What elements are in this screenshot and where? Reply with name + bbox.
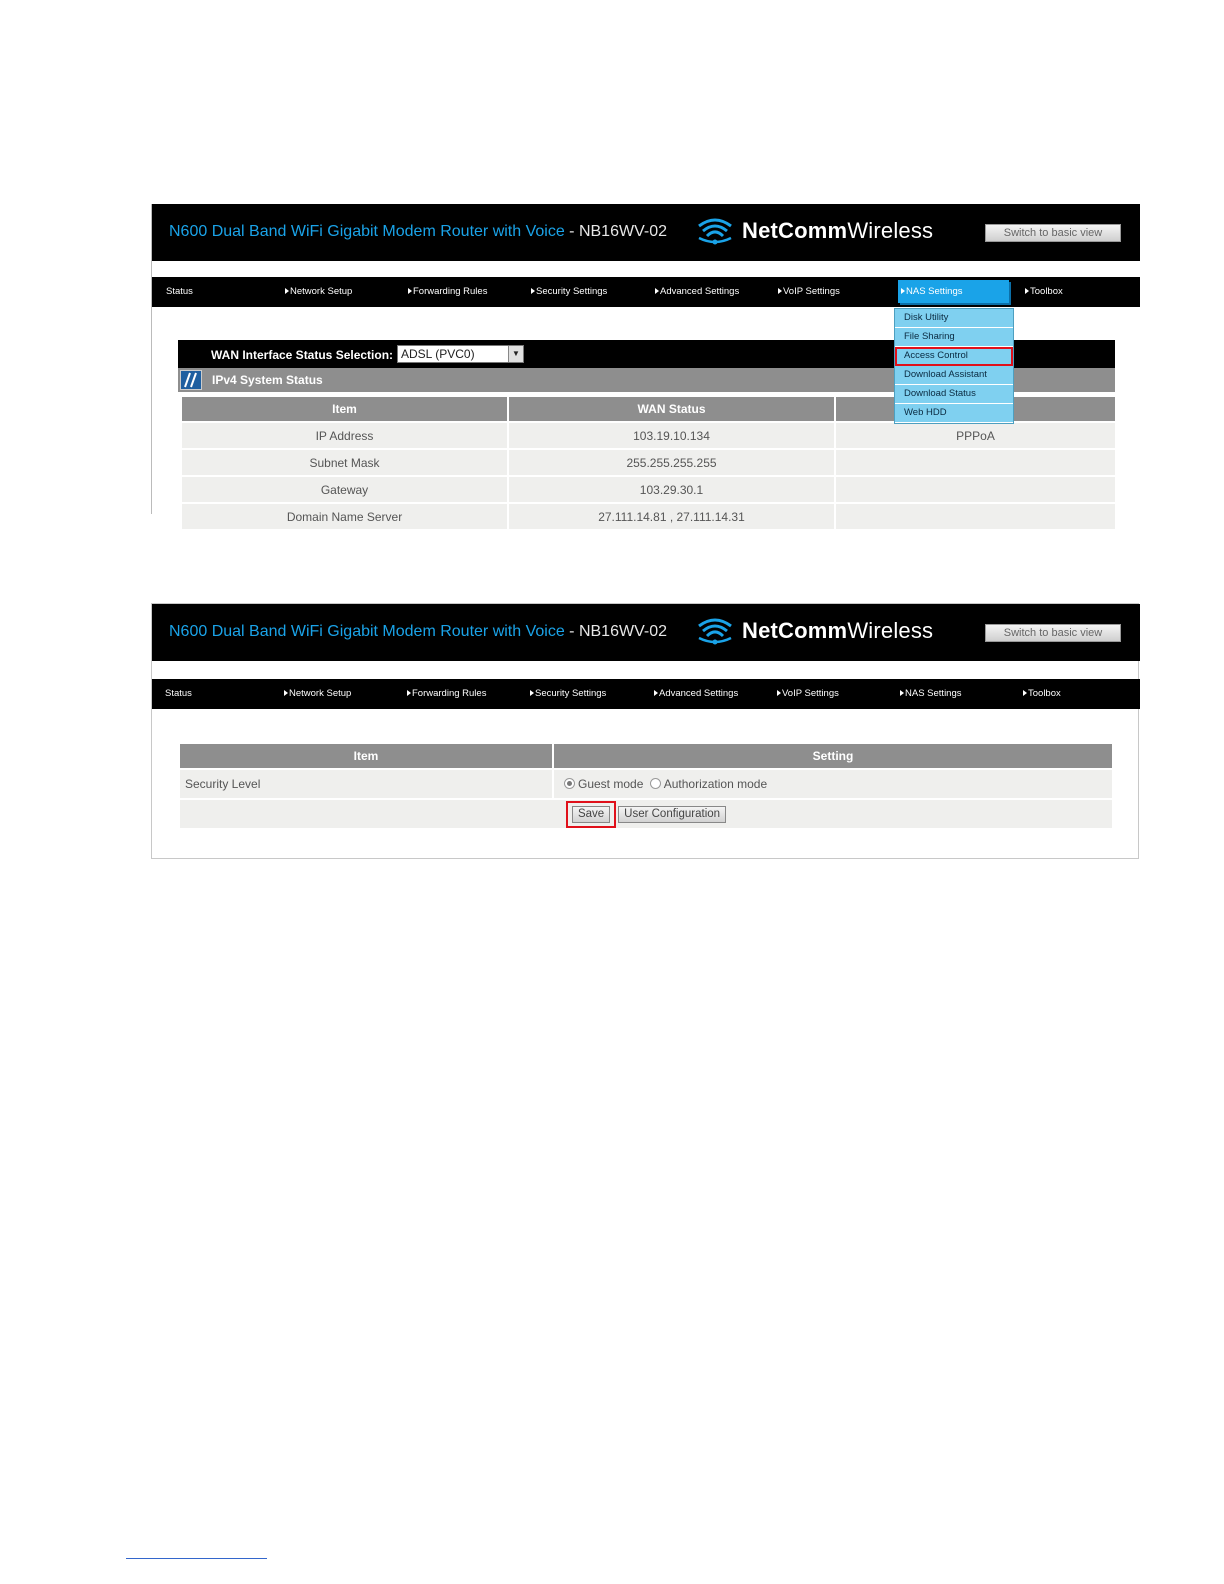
- header-banner: [152, 604, 1140, 661]
- menu-item-access-control[interactable]: Access Control: [895, 347, 1013, 366]
- nav-toolbox[interactable]: Toolbox: [1025, 277, 1063, 307]
- table-cell: IP Address: [182, 423, 507, 448]
- nav-nas-settings[interactable]: NAS Settings: [900, 679, 962, 709]
- guest-mode-radio[interactable]: [564, 778, 575, 789]
- logo-text: NetCommWireless: [742, 618, 934, 643]
- menu-item-download-status[interactable]: Download Status: [895, 385, 1013, 404]
- authorization-mode-option[interactable]: Authorization mode: [650, 777, 767, 791]
- table-row: [182, 450, 1115, 475]
- ipv4-section-title: IPv4 System Status: [212, 373, 323, 387]
- column-header: WAN Status: [509, 397, 834, 421]
- authorization-mode-radio[interactable]: [650, 778, 661, 789]
- wan-interface-select[interactable]: ADSL (PVC0) ▼: [397, 345, 524, 363]
- security-level-options: [554, 770, 1112, 798]
- logo-text: NetCommWireless: [742, 218, 934, 243]
- menu-item-file-sharing[interactable]: File Sharing: [895, 328, 1013, 347]
- table-cell: [836, 450, 1115, 475]
- wifi-logo-icon: [696, 216, 734, 248]
- nas-settings-dropdown: [894, 308, 1014, 424]
- guest-mode-option[interactable]: Guest mode: [564, 777, 643, 791]
- table-cell: 103.29.30.1: [509, 477, 834, 502]
- table-row: [182, 477, 1115, 502]
- netcomm-logo: [696, 614, 946, 650]
- nav-forwarding-rules[interactable]: Forwarding Rules: [407, 679, 486, 709]
- nav-security-settings[interactable]: Security Settings: [531, 277, 607, 307]
- column-header: Item: [182, 397, 507, 421]
- nav-status[interactable]: Status: [166, 286, 193, 297]
- table-row: [182, 423, 1115, 448]
- table-cell: PPPoA: [836, 423, 1115, 448]
- table-row: [182, 504, 1115, 529]
- switch-basic-view-button[interactable]: Switch to basic view: [985, 224, 1121, 242]
- security-level-label: Security Level: [180, 770, 552, 798]
- product-title: N600 Dual Band WiFi Gigabit Modem Router with Voice - NB16WV-02: [169, 623, 667, 640]
- header-banner: [152, 204, 1140, 261]
- section-slash-icon: [180, 370, 202, 390]
- access-control-table: [178, 742, 1114, 830]
- switch-basic-view-button[interactable]: Switch to basic view: [985, 624, 1121, 642]
- nav-security-settings[interactable]: Security Settings: [530, 679, 606, 709]
- screenshot-access-control: [151, 603, 1139, 859]
- table-cell: 27.111.14.81 , 27.111.14.31: [509, 504, 834, 529]
- table-cell: 255.255.255.255: [509, 450, 834, 475]
- nav-network-setup[interactable]: Network Setup: [285, 277, 352, 307]
- screenshot-nas-menu: [151, 204, 1140, 524]
- button-row: [180, 800, 1112, 828]
- product-title: N600 Dual Band WiFi Gigabit Modem Router with Voice - NB16WV-02: [169, 223, 667, 240]
- nav-voip-settings[interactable]: VoIP Settings: [778, 277, 840, 307]
- wan-selection-label: WAN Interface Status Selection:: [211, 348, 394, 362]
- nav-advanced-settings[interactable]: Advanced Settings: [655, 277, 739, 307]
- table-cell: Subnet Mask: [182, 450, 507, 475]
- chevron-down-icon[interactable]: ▼: [508, 346, 523, 362]
- nav-toolbox[interactable]: Toolbox: [1023, 679, 1061, 709]
- footer-divider: [126, 1558, 267, 1559]
- table-row: [180, 770, 1112, 798]
- menu-item-download-assistant[interactable]: Download Assistant: [895, 366, 1013, 385]
- netcomm-logo: [696, 214, 946, 250]
- menu-item-web-hdd[interactable]: Web HDD: [895, 404, 1013, 423]
- user-configuration-button[interactable]: User Configuration: [618, 806, 726, 823]
- save-button[interactable]: Save: [572, 806, 610, 823]
- table-cell: [836, 504, 1115, 529]
- nav-voip-settings[interactable]: VoIP Settings: [777, 679, 839, 709]
- nav-network-setup[interactable]: Network Setup: [284, 679, 351, 709]
- nav-advanced-settings[interactable]: Advanced Settings: [654, 679, 738, 709]
- column-header: Item: [180, 744, 552, 768]
- nav-forwarding-rules[interactable]: Forwarding Rules: [408, 277, 487, 307]
- main-nav: [152, 277, 1140, 307]
- nav-status[interactable]: Status: [165, 688, 192, 699]
- table-row: [180, 800, 1112, 828]
- table-cell: Gateway: [182, 477, 507, 502]
- wifi-logo-icon: [696, 616, 734, 648]
- nav-nas-settings[interactable]: NAS Settings: [898, 280, 1009, 303]
- menu-item-disk-utility[interactable]: Disk Utility: [895, 309, 1013, 328]
- save-highlight: [566, 801, 616, 828]
- main-nav: [152, 679, 1140, 709]
- table-cell: Domain Name Server: [182, 504, 507, 529]
- table-header-row: [180, 744, 1112, 768]
- column-header: Setting: [554, 744, 1112, 768]
- table-cell: 103.19.10.134: [509, 423, 834, 448]
- table-cell: [836, 477, 1115, 502]
